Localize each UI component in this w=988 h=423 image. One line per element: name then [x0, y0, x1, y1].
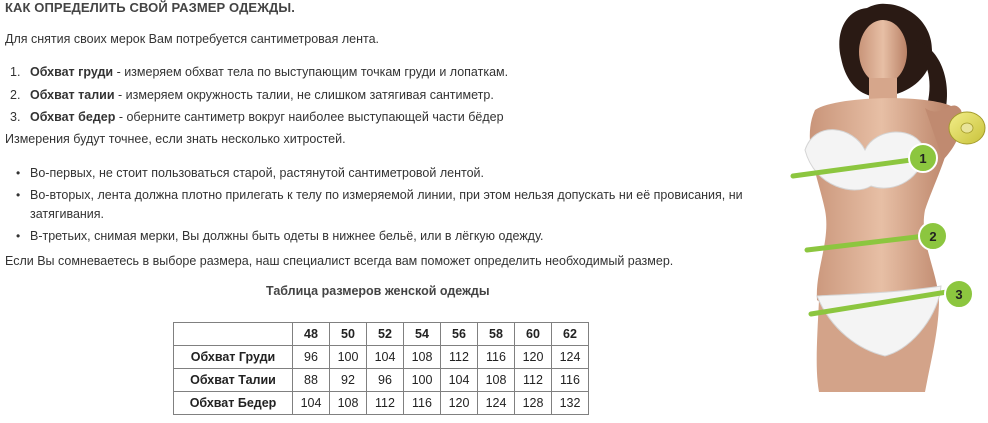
- table-row: [174, 392, 589, 415]
- value-cell: 112: [441, 346, 478, 369]
- tape-roll-center-shape: [961, 123, 973, 133]
- value-cell: 120: [515, 346, 552, 369]
- value-cell: 124: [478, 392, 515, 415]
- value-cell: 116: [404, 392, 441, 415]
- outro-text: Если Вы сомневаетесь в выборе размера, наш специалист всегда вам поможет определить необходимый размер.: [5, 254, 674, 268]
- table-header-row: [174, 323, 589, 346]
- value-cell: 108: [404, 346, 441, 369]
- size-table: [173, 322, 589, 415]
- value-cell: 100: [330, 346, 367, 369]
- tip-item: • Во-вторых, лента должна плотно прилегать к телу по измеряемой линии, при этом нельзя допускать ни её провисания, ни затягивания.: [16, 186, 766, 225]
- measurement-figure: [775, 0, 988, 392]
- waist-marker-label: 2: [929, 229, 937, 244]
- step-desc: - оберните сантиметр вокруг наиболее выступающей части бёдер: [115, 110, 504, 124]
- value-cell: 112: [367, 392, 404, 415]
- step-item: [10, 87, 508, 110]
- value-cell: 104: [441, 369, 478, 392]
- chest-marker: [909, 144, 937, 172]
- size-header-cell: 50: [330, 323, 367, 346]
- step-term: Обхват груди: [30, 65, 114, 79]
- step-term: Обхват талии: [30, 87, 115, 102]
- step-number: 3.: [10, 110, 21, 124]
- value-cell: 104: [367, 346, 404, 369]
- step-term: Обхват бедер: [30, 110, 116, 124]
- table-caption: Таблица размеров женской одежды: [266, 284, 490, 298]
- value-cell: 120: [441, 392, 478, 415]
- table-row: [174, 346, 589, 369]
- value-cell: 96: [367, 369, 404, 392]
- value-cell: 100: [404, 369, 441, 392]
- value-cell: 108: [330, 392, 367, 415]
- size-header-cell: 56: [441, 323, 478, 346]
- value-cell: 92: [330, 369, 367, 392]
- value-cell: 124: [552, 346, 589, 369]
- hip-marker: [945, 280, 973, 308]
- size-header-cell: 52: [367, 323, 404, 346]
- tips-list: [16, 164, 766, 248]
- value-cell: 116: [478, 346, 515, 369]
- value-cell: 104: [293, 392, 330, 415]
- table-corner-cell: [174, 323, 293, 346]
- step-number: 2.: [10, 87, 21, 102]
- chest-marker-label: 1: [919, 151, 927, 166]
- hip-marker-label: 3: [955, 287, 963, 302]
- size-header-cell: 62: [552, 323, 589, 346]
- step-desc: - измеряем обхват тела по выступающим точкам груди и лопаткам.: [113, 65, 509, 79]
- row-label-cell: Обхват Талии: [174, 369, 293, 392]
- table-row: [174, 369, 589, 392]
- waist-marker: [919, 222, 947, 250]
- value-cell: 128: [515, 392, 552, 415]
- value-cell: 116: [552, 369, 589, 392]
- tip-item: • В-третьих, снимая мерки, Вы должны быть одеты в нижнее бельё, или в лёгкую одежду.: [16, 227, 766, 247]
- step-number: 1.: [10, 65, 21, 79]
- size-header-cell: 54: [404, 323, 441, 346]
- row-label-cell: Обхват Груди: [174, 346, 293, 369]
- size-header-cell: 60: [515, 323, 552, 346]
- value-cell: 88: [293, 369, 330, 392]
- step-item: [10, 109, 508, 132]
- intro-text: Для снятия своих мерок Вам потребуется сантиметровая лента.: [5, 32, 379, 46]
- size-header-cell: 48: [293, 323, 330, 346]
- row-label-cell: Обхват Бедер: [174, 392, 293, 415]
- tip-item: • Во-первых, не стоит пользоваться старой, растянутой сантиметровой лентой.: [16, 164, 766, 184]
- tips-intro-text: Измерения будут точнее, если знать несколько хитростей.: [5, 132, 346, 146]
- face-shape: [859, 20, 907, 84]
- value-cell: 96: [293, 346, 330, 369]
- page-title: КАК ОПРЕДЕЛИТЬ СВОЙ РАЗМЕР ОДЕЖДЫ.: [5, 0, 295, 15]
- size-header-cell: 58: [478, 323, 515, 346]
- step-desc: - измеряем окружность талии, не слишком затягивая сантиметр.: [114, 87, 494, 102]
- measurement-steps: [10, 64, 508, 132]
- step-item: [10, 64, 508, 87]
- value-cell: 108: [478, 369, 515, 392]
- value-cell: 132: [552, 392, 589, 415]
- value-cell: 112: [515, 369, 552, 392]
